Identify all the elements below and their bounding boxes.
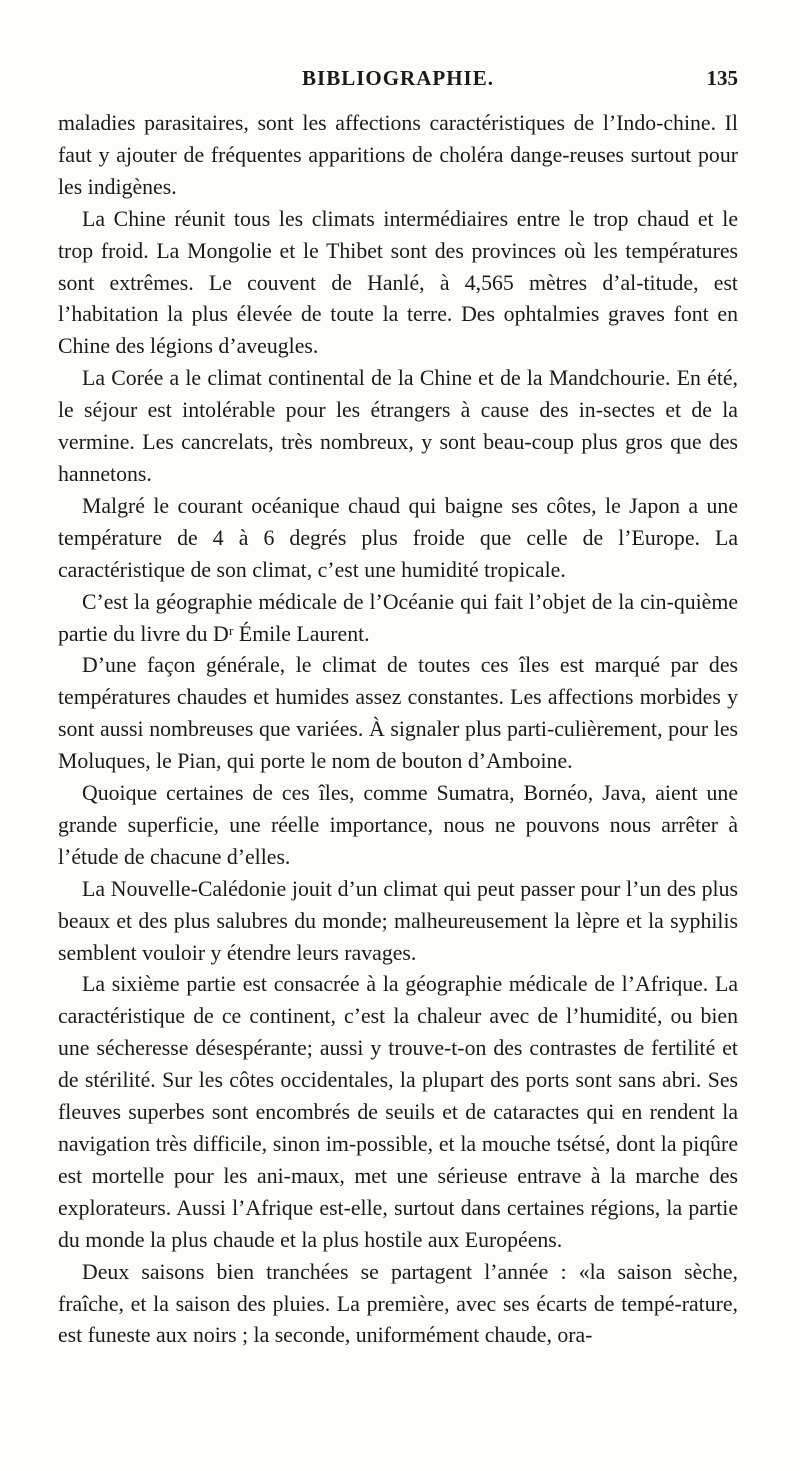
paragraph-saisons: Deux saisons bien tranchées se partagent l’année : «la saison sèche, fraîche, et la saison des pluies. La première, avec ses écarts de tempé-rature, est funeste aux noirs ; la seconde, uniformément chaude, ora- [58,1259,738,1348]
paragraph-nouvelle-caledonie: La Nouvelle-Calédonie jouit d’un climat qui peut passer pour l’un des plus beaux et des plus salubres du monde; malheureusement la lèpre et la syphilis semblent vouloir y étendre leurs ravages. [58,876,738,965]
body-text [58,108,738,1352]
page-number: 135 [706,66,738,90]
running-title: BIBLIOGRAPHIE. [302,66,494,90]
paragraph-chine: La Chine réunit tous les climats intermédiaires entre le trop chaud et le trop froid. La Mongolie et le Thibet sont des provinces où les températures sont extrêmes. Le couvent de Hanlé, à 4,565 mètres d’al-titude, est l’habitation la plus élevée de toute la terre. Des ophtalmies graves font en Chine des légions d’aveugles. [58,206,738,359]
paragraph-coree: La Corée a le climat continental de la Chine et de la Mandchourie. En été, le séjour est intolérable pour les étrangers à cause des in-sectes et de la vermine. Les cancrelats, très nombreux, y sont beau-coup plus gros que des hannetons. [58,366,738,486]
paragraph-afrique: La sixième partie est consacrée à la géographie médicale de l’Afrique. La caractéristique de ce continent, c’est la chaleur avec de l’humidité, ou bien une sécheresse désespérante; aussi y trouve-t-on des contrastes de fertilité et de stérilité. Sur les côtes occidentales, la plupart des ports sont sans abri. Ses fleuves superbes sont encombrés de seuils et de cataractes qui en rendent la navigation très difficile, sinon im-possible, et la mouche tsétsé, dont la piqûre est mortelle pour les ani-maux, met une sérieuse entrave à la marche des explorateurs. Aussi l’Afrique est-elle, surtout dans certaines régions, la partie du monde la plus chaude et la plus hostile aux Européens. [58,972,738,1252]
paragraph-continuation: maladies parasitaires, sont les affections caractéristiques de l’Indo-chine. Il faut y ajouter de fréquentes apparitions de choléra dange-reuses surtout pour les indigènes. [58,111,738,199]
paragraph-iles-climat: D’une façon générale, le climat de toutes ces îles est marqué par des températures chaudes et humides assez constantes. Les affections morbides y sont aussi nombreuses que variées. À signaler plus parti-culièrement, pour les Moluques, le Pian, qui porte le nom de bouton d’Amboine. [58,653,738,774]
paragraph-oceanie: C’est la géographie médicale de l’Océanie qui fait l’objet de la cin-quième partie du livre du Dʳ Émile Laurent. [58,589,738,646]
paragraph-sumatra: Quoique certaines de ces îles, comme Sumatra, Bornéo, Java, aient une grande superficie, une réelle importance, nous ne pouvons nous arrêter à l’étude de chacune d’elles. [58,781,738,869]
page-header [58,60,738,96]
paragraph-japon: Malgré le courant océanique chaud qui baigne ses côtes, le Japon a une température de 4 à 6 degrés plus froide que celle de l’Europe. La caractéristique de son climat, c’est une humidité tropicale. [58,493,738,582]
